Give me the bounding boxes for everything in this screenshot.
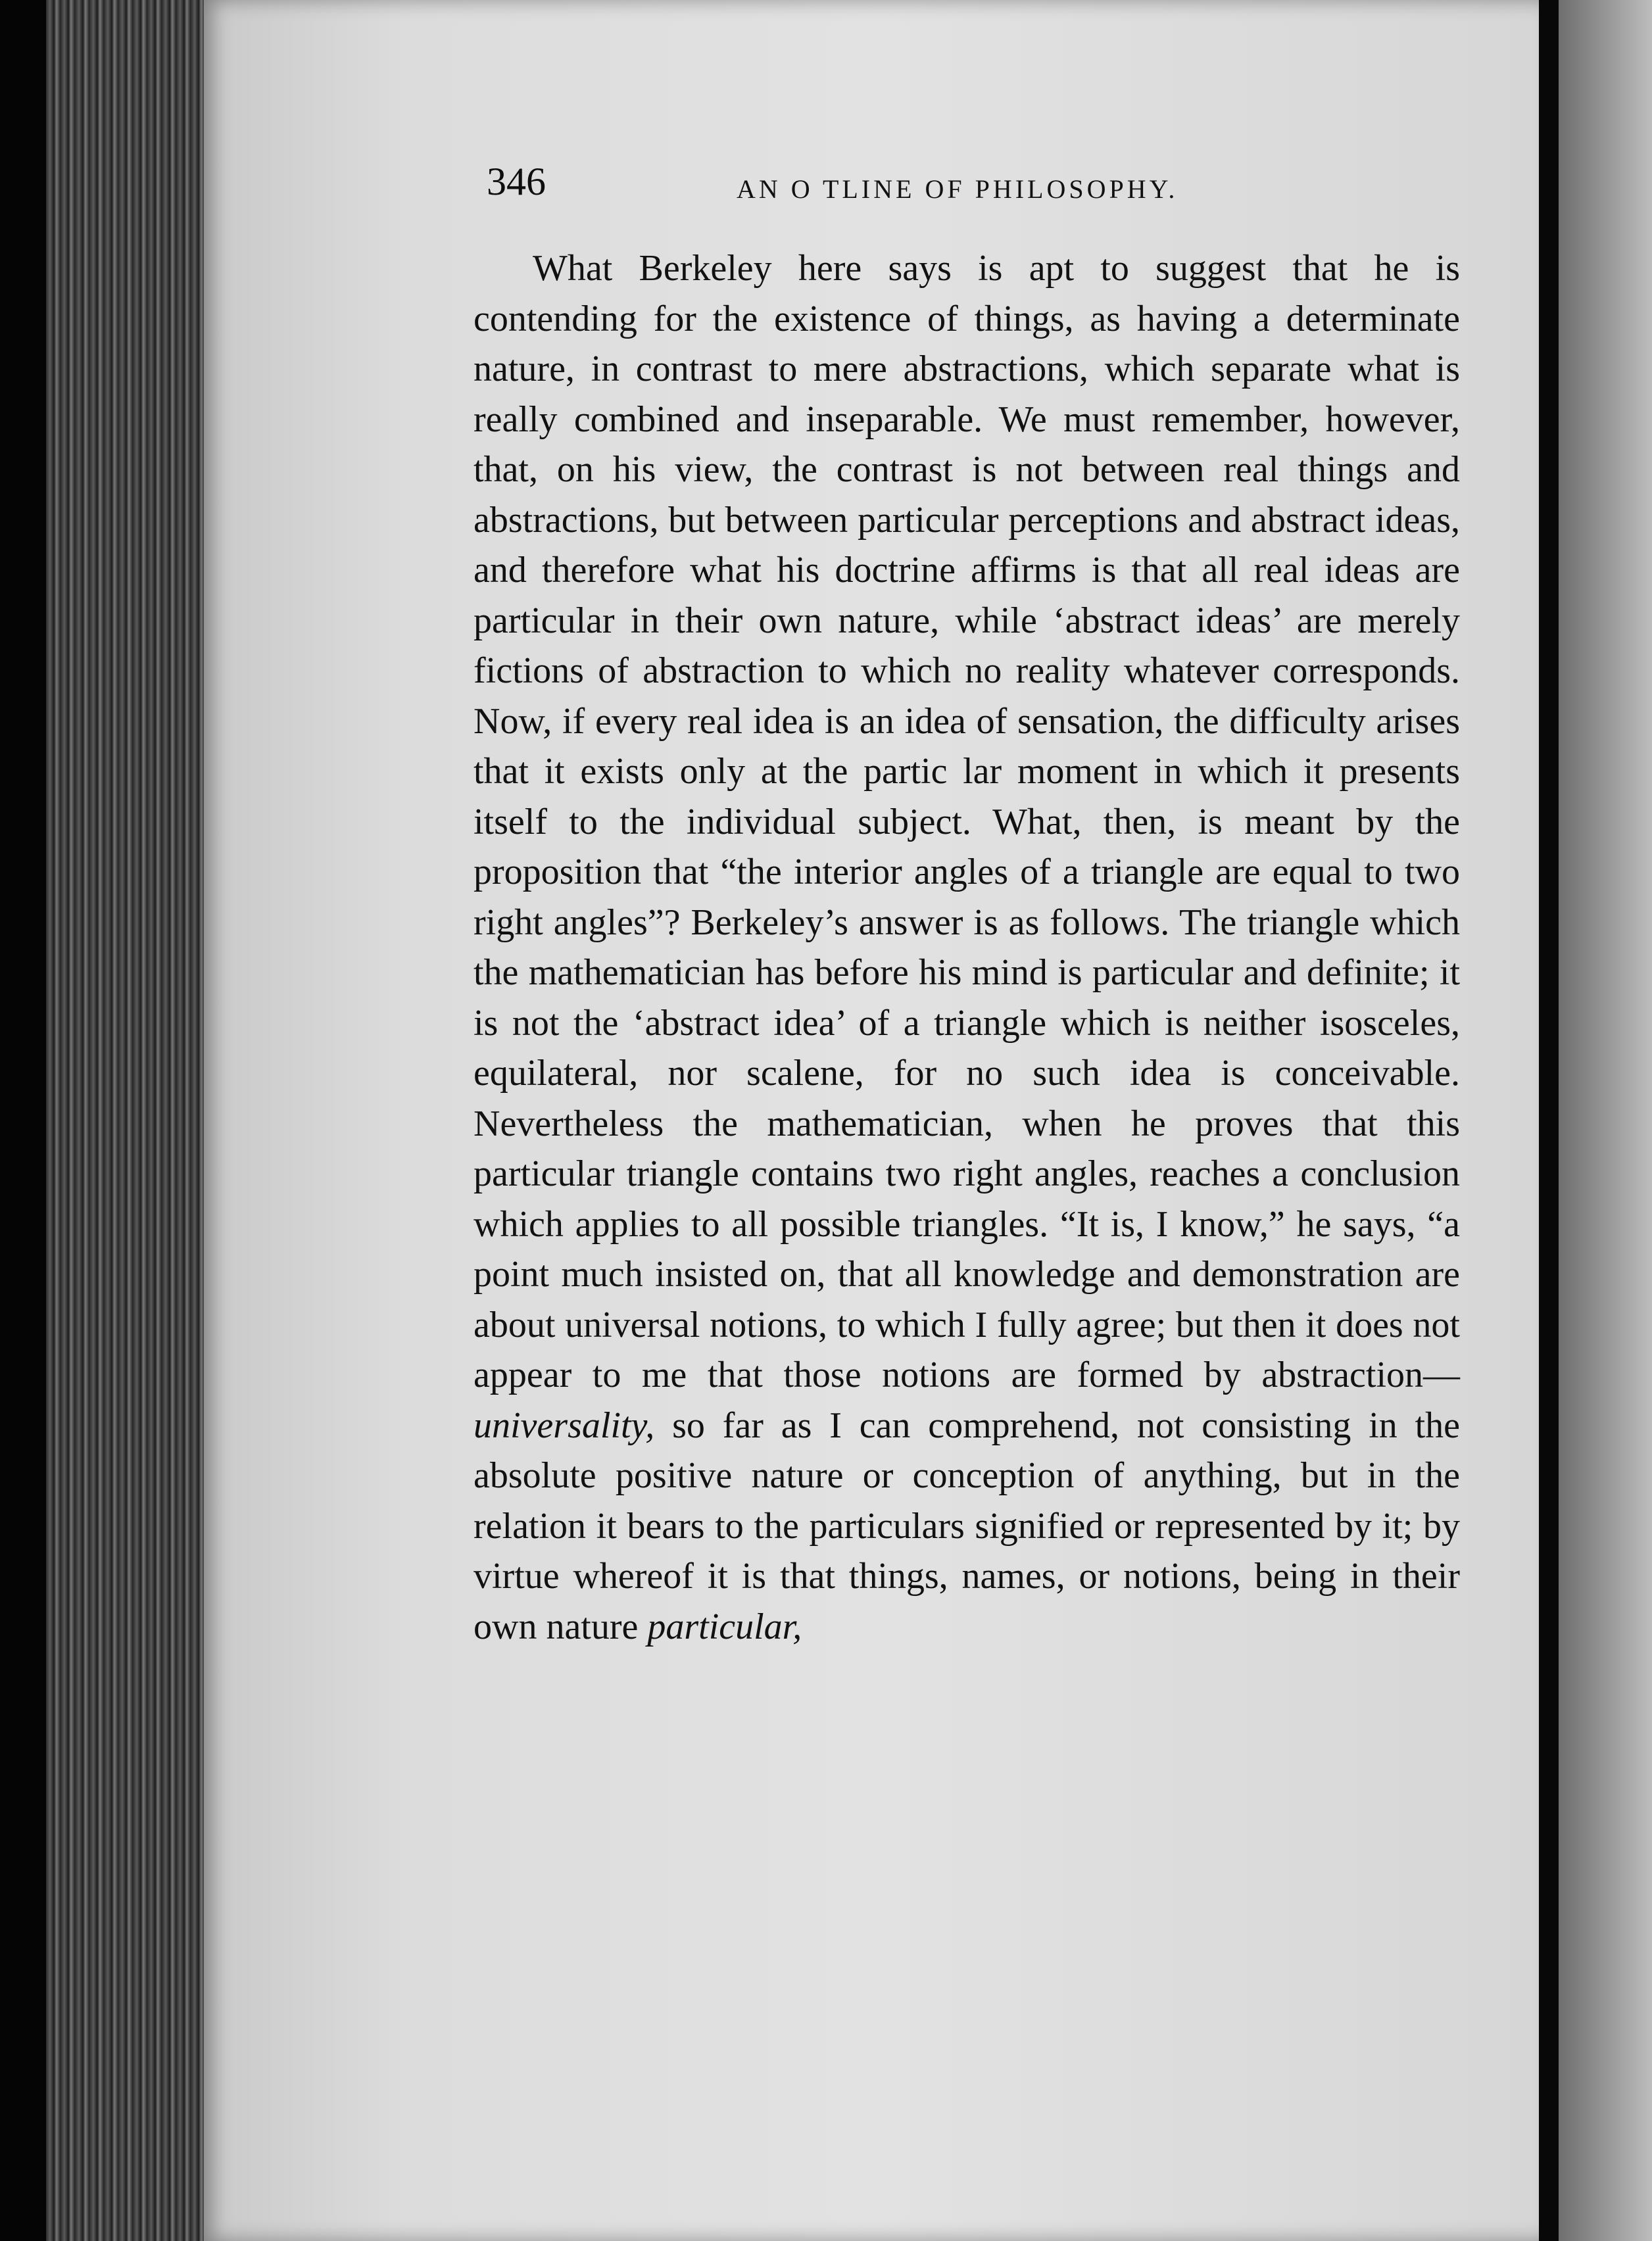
paragraph-text-1: What Berkeley here says is apt to suggest that he is contending for the existence of things, as having a determinate nature, in contrast to mere abstractions, which separate what is really combined and inseparable. We must remember, however, that, on his view, the contrast is not between real things and abstractions, but between particular perceptions and abstract ideas, and therefore what his doctrine affirms is that all real ideas are particular in their own nature, while ‘abstract ideas’ are merely fictions of abstraction to which no reality whatever corresponds. Now, if every real idea is an idea of sensation, the difficulty arises that it exists only at the partic lar moment in which it presents itself to the individual subject. What, then, is meant by the proposition that “the interior angles of a triangle are equal to two right angles”? Berkeley’s answer is as follows. The triangle which the mathematician has before his mind is particular and definite; it is not the ‘abstract idea’ of a triangle which is neither isosceles, equilateral, nor scalene, for no such idea is conceivable. Nevertheless the mathematician, when he proves that this particular triangle contains two right angles, reaches a conclusion which applies to all possible triangles. “It is, I know,” he says, “a point much insisted on, that all knowledge and demonstration are about universal notions, to which I fully agree; but then it does not appear to me that those notions are formed by abstraction—	[474, 248, 1460, 1395]
book-spine-shadow	[0, 0, 53, 2241]
page-header	[487, 159, 1460, 212]
page-number: 346	[487, 160, 546, 203]
body-text	[474, 243, 1460, 1652]
italic-particular: particular,	[647, 1606, 802, 1647]
paragraph-text-2: so far as I can comprehend, not consisting in the absolute positive nature or conception of anything, but in the relation it bears to the particulars signified or represented by it; by virtue whereof it is that things, names, or notions, being in their own nature	[474, 1405, 1460, 1647]
page-stack-edge	[46, 0, 210, 2241]
running-head: AN O TLINE OF PHILOSOPHY.	[737, 174, 1178, 204]
paragraph	[474, 243, 1460, 1652]
italic-universality: universality,	[474, 1405, 655, 1446]
book-gutter	[1539, 0, 1559, 2241]
adjacent-page-edge	[1559, 0, 1652, 2241]
